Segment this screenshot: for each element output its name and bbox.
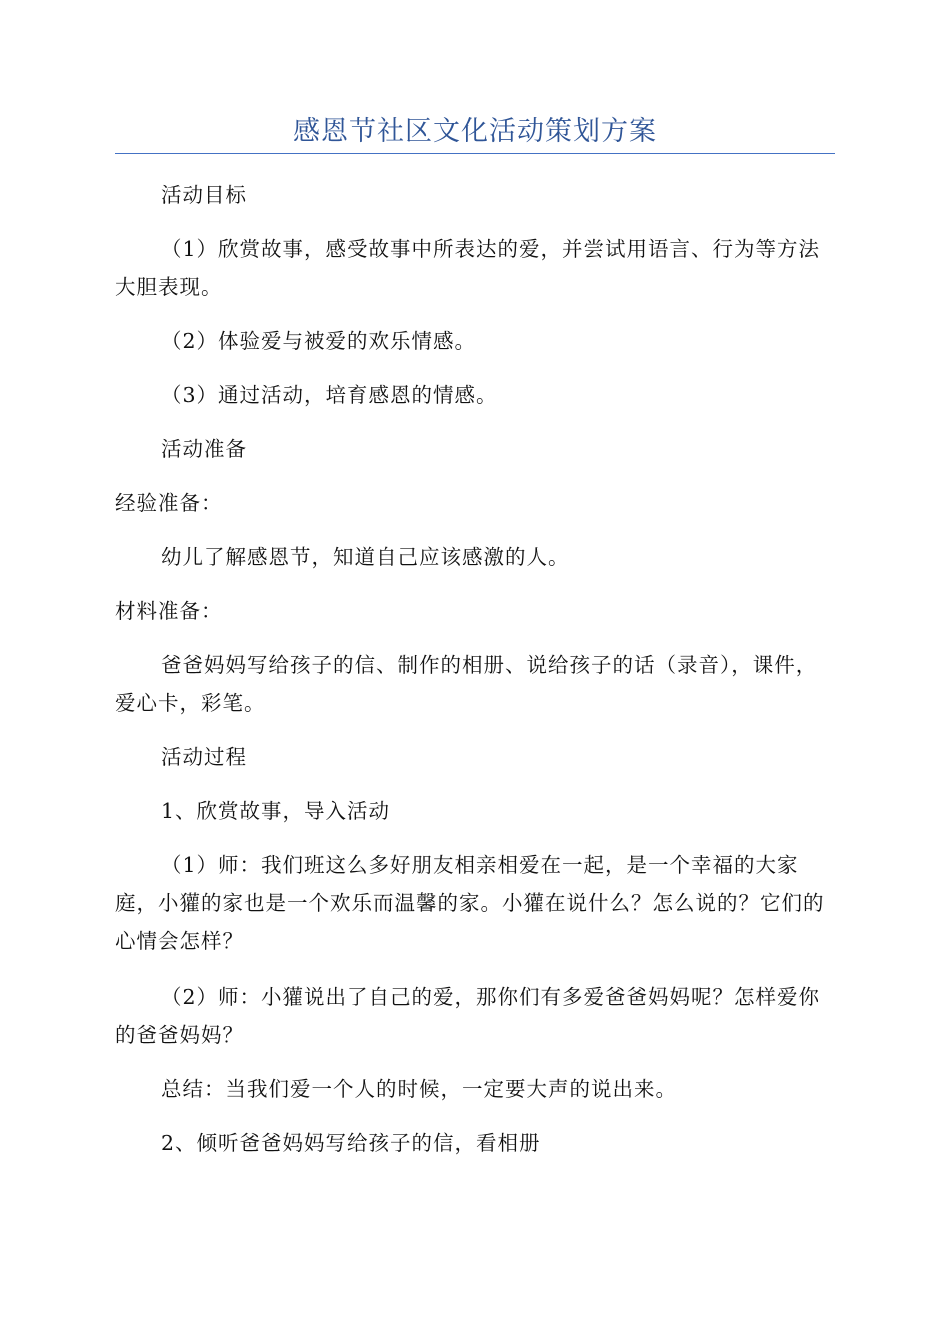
summary-text: 总结：当我们爱一个人的时候，一定要大声的说出来。 bbox=[161, 1077, 677, 1101]
document-title: 感恩节社区文化活动策划方案 bbox=[293, 116, 657, 147]
process-step-1: 1、欣赏故事，导入活动 bbox=[161, 799, 391, 823]
experience-text: 幼儿了解感恩节，知道自己应该感激的人。 bbox=[161, 545, 570, 569]
goal-item-2: （2）体验爱与被爱的欢乐情感。 bbox=[161, 329, 477, 353]
section-heading-goals: 活动目标 bbox=[161, 183, 247, 207]
process-step-1-item-1: （1）师：我们班这么多好朋友相亲相爱在一起，是一个幸福的大家庭，小獾的家也是一个欢乐而温馨的家。小獾在说什么？怎么说的？它们的心情会怎样？ bbox=[115, 853, 825, 953]
goal-item-3: （3）通过活动，培育感恩的情感。 bbox=[161, 383, 498, 407]
subheading-materials: 材料准备： bbox=[115, 599, 223, 623]
title-underline bbox=[115, 153, 835, 154]
section-heading-process: 活动过程 bbox=[161, 745, 247, 769]
process-step-2: 2、倾听爸爸妈妈写给孩子的信，看相册 bbox=[161, 1131, 541, 1155]
section-heading-preparation: 活动准备 bbox=[161, 437, 247, 461]
materials-text: 爸爸妈妈写给孩子的信、制作的相册、说给孩子的话（录音），课件，爱心卡，彩笔。 bbox=[115, 653, 818, 715]
subheading-experience: 经验准备： bbox=[115, 491, 223, 515]
goal-item-1: （1）欣赏故事，感受故事中所表达的爱，并尝试用语言、行为等方法大胆表现。 bbox=[115, 237, 821, 299]
process-step-1-item-2: （2）师：小獾说出了自己的爱，那你们有多爱爸爸妈妈呢？怎样爱你的爸爸妈妈？ bbox=[115, 985, 821, 1047]
